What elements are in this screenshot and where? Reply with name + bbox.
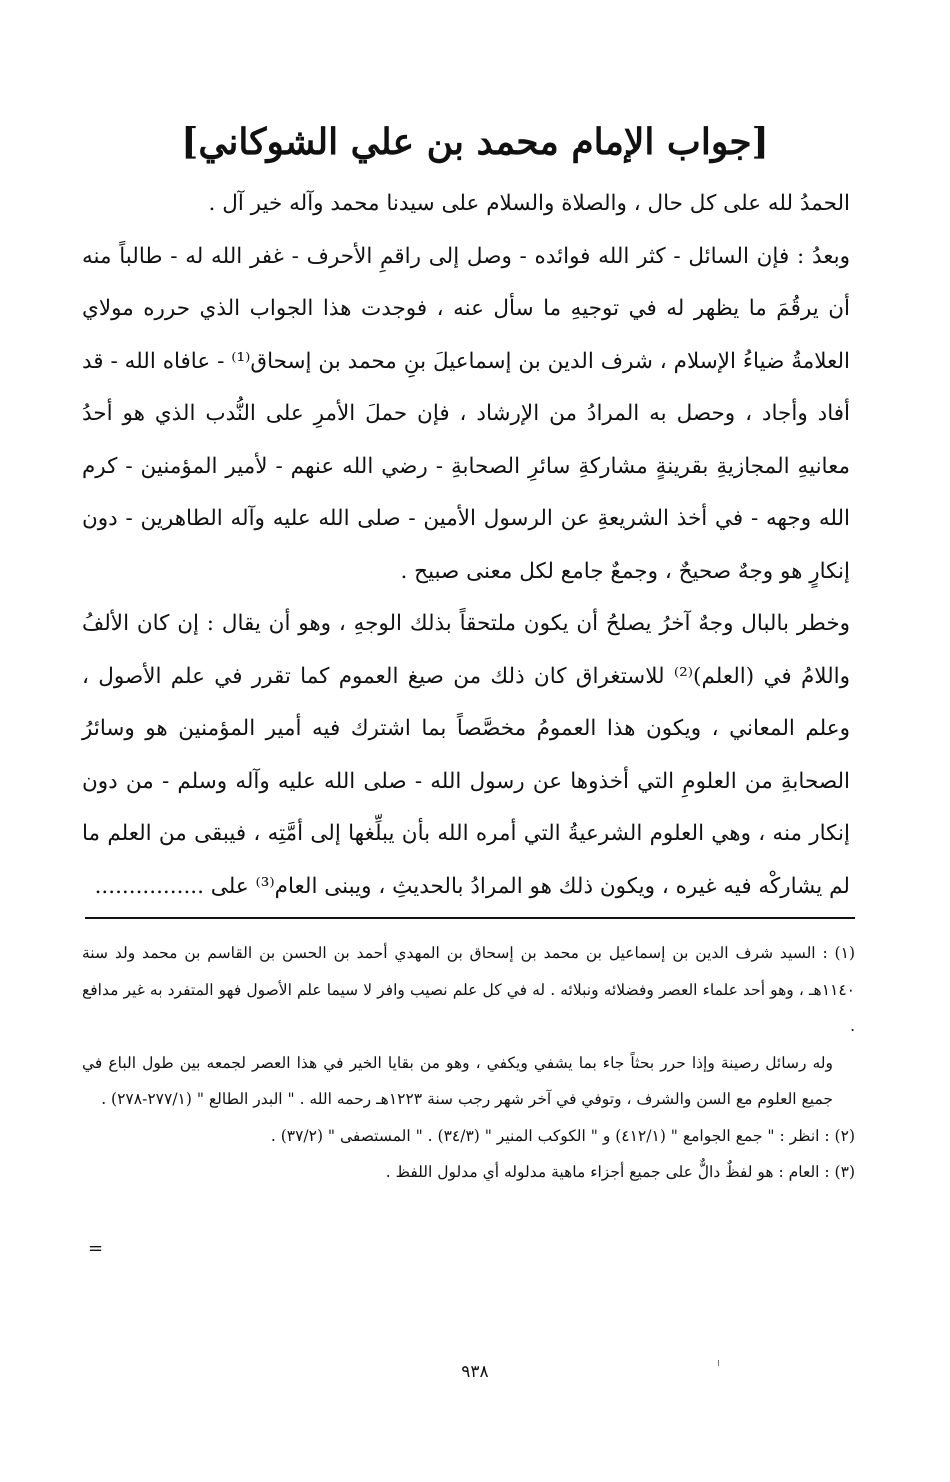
page-number: ٩٣٨: [461, 1362, 489, 1382]
main-text: [82, 178, 850, 913]
scan-speck: [718, 1360, 719, 1366]
footnote-1: (١) : السيد شرف الدين بن إسماعيل بن محمد بن إسحاق بن المهدي أحمد بن الحسن بن القاسم بن محمد ولد سنة ١١٤٠هـ ، وهو أحد علماء العصر وفضلائه ونبلائه . له في كل علم نصيب وافر لا سيما علم الأصول فهو المتفرد به غير مدافع .: [82, 944, 856, 1035]
paragraph-2: وبعدُ : فإن السائل - كثر الله فوائده - وصل إلى راقمِ الأحرف - غفر الله له - طالباً منه أن يرقُمَ ما يظهر له في توجيهِ ما سأل عنه ، فوجدت هذا الجواب الذي حرره مولاي العلامةُ ضياءُ الإسلام ، شرف الدين بن إسماعيلَ بنِ محمد بن إسحاق⁽¹⁾ - عافاه الله - قد أفاد وأجاد ، وحصل به المرادُ من الإرشاد ، فإن حملَ الأمرِ على النُّدب الذي هو أحدُ معانيهِ المجازيةِ بقرينةٍ مشاركةِ سائرِ الصحابةِ - رضي الله عنهم - لأمير المؤمنين - كرم الله وجهه - في أخذ الشريعةِ عن الرسول الأمين - صلى الله عليه وآله الطاهرين - دون إنكارٍ هو وجهٌ صحيحٌ ، وجمعٌ جامع لكل معنى صبيح .: [82, 243, 850, 584]
paragraph-1: الحمدُ لله على كل حال ، والصلاة والسلام على سيدنا محمد وآله خير آل .: [208, 191, 850, 216]
page-title: [جواب الإمام محمد بن علي الشوكاني]: [181, 121, 769, 163]
footnote-divider: [85, 917, 855, 919]
paragraph-3: وخطر بالبال وجهٌ آخرُ يصلحُ أن يكون ملتحقاً بذلك الوجهِ ، وهو أن يقال : إن كان الألفُ واللامُ في (العلم)⁽²⁾ للاستغراق كان ذلك من صيغ العموم كما تقرر في علم الأصول ، وعلم المعاني ، ويكون هذا العمومُ مخصَّصاً بما اشترك فيه أمير المؤمنين هو وسائرُ الصحابةِ من العلومِ التي أخذوها عن رسول الله - صلى الله عليه وآله وسلم - من دون إنكار منه ، وهي العلوم الشرعيةُ التي أمره الله بأن يبلِّغها إلى أمَّتِه ، فيبقى من العلم ما لم يشاركْه فيه غيره ، ويكون ذلك هو المرادُ بالحديثِ ، ويبنى العام⁽³⁾ على ................: [82, 611, 850, 899]
footnotes: [82, 935, 855, 1191]
continuation-mark: =: [88, 1238, 104, 1259]
footnote-1-continued: وله رسائل رصينة وإذا حرر بحثاً جاء بما يشفي ويكفي ، وهو من بقايا الخير في هذا العصر لجمعه بين طول الباع في جميع العلوم مع السن والشرف ، وتوفي في آخر شهر رجب سنة ١٢٢٣هـ رحمه الله . " البدر الطالع " (٢٧٧/١-٢٧٨) .: [82, 1053, 833, 1108]
footnote-2: (٢) : انظر : " جمع الجوامع " (٤١٢/١) و " الكوكب المنير " (٣٤/٣) . " المستصفى " (٣٧/٢) .: [270, 1126, 855, 1145]
footnote-3: (٣) : العام : هو لفظٌ دالٌّ على جميع أجزاء ماهية مدلوله أي مدلول اللفظ .: [385, 1163, 855, 1181]
